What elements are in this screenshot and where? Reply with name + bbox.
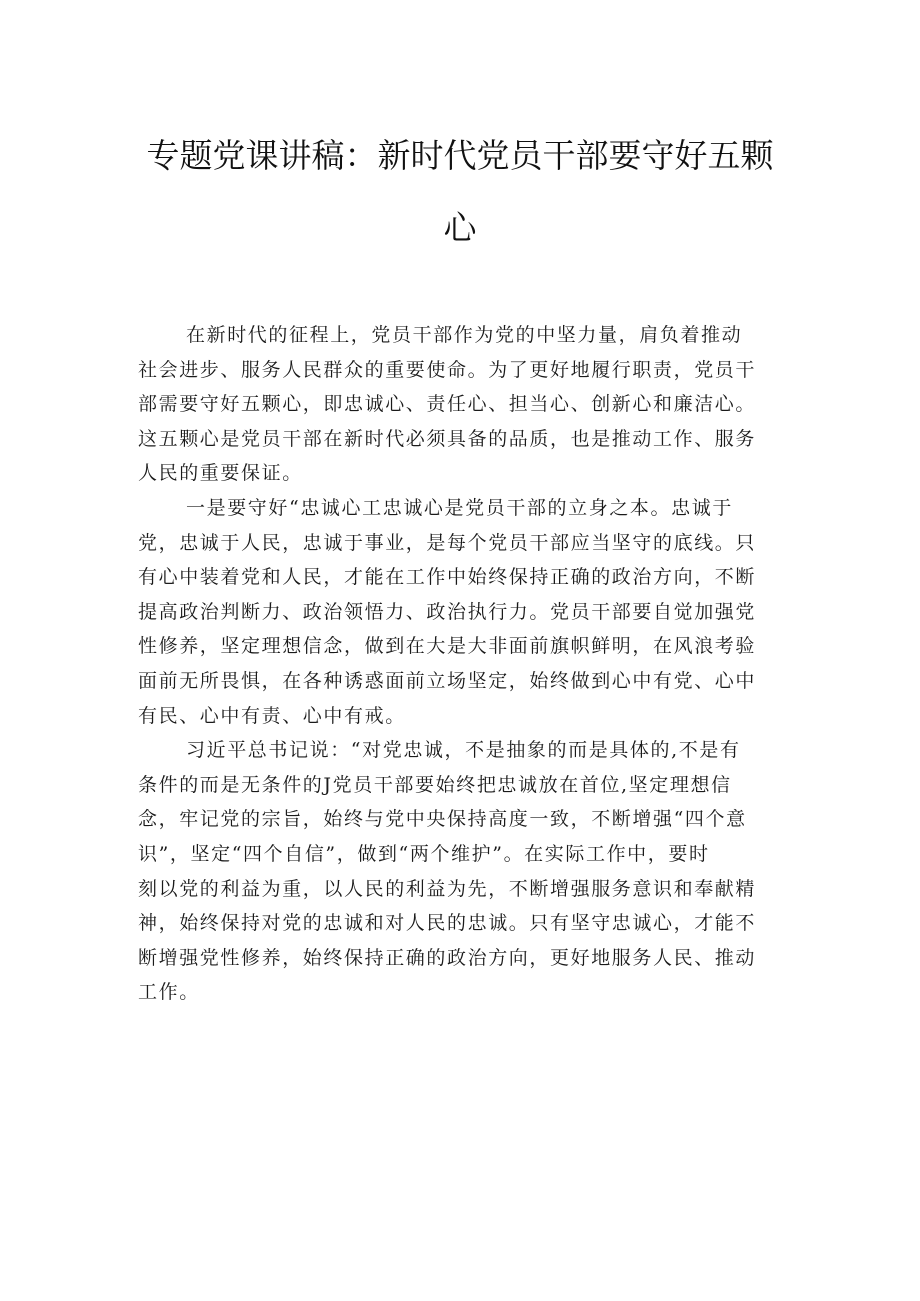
paragraph-line: 习近平总书记说：“对党忠诚，不是抽象的而是具体的,不是有 [186,739,741,762]
document-body [138,318,798,1010]
paragraph-line: 刻以党的利益为重，以人民的利益为先，不断增强服务意识和奉献精 [138,877,757,900]
document-title-line-1: 专题党课讲稿：新时代党员干部要守好五颗 [146,136,774,175]
paragraph-line: 党，忠诚于人民，忠诚于事业，是每个党员干部应当坚守的底线。只 [138,531,757,554]
paragraph-line: 一是要守好“忠诚心工忠诚心是党员干部的立身之本。忠诚于 [186,496,733,519]
paragraph-line: 面前无所畏惧，在各种诱惑面前立场坚定，始终做到心中有党、心中 [138,669,757,692]
paragraph-line: 社会进步、服务人民群众的重要使命。为了更好地履行职责，党员干 [138,358,757,381]
paragraph-line: 工作。 [138,981,200,1004]
paragraph-line: 有心中装着党和人民，才能在工作中始终保持正确的政治方向，不断 [138,566,757,589]
paragraph-line: 神，始终保持对党的忠诚和对人民的忠诚。只有坚守忠诚心，才能不 [138,912,757,935]
paragraph-line: 念，牢记党的宗旨，始终与党中央保持高度一致，不断增强“四个意 [138,808,747,831]
paragraph-2 [138,491,798,733]
paragraph-1 [138,318,798,491]
paragraph-line: 性修养，坚定理想信念，做到在大是大非面前旗帜鲜明，在风浪考验 [138,635,757,658]
paragraph-line: 提高政治判断力、政治领悟力、政治执行力。党员干部要自觉加强党 [138,600,757,623]
paragraph-3 [138,733,798,1010]
paragraph-line: 条件的而是无条件的J党员干部要始终把忠诚放在首位,坚定理想信 [138,773,732,796]
paragraph-line: 断增强党性修养，始终保持正确的政治方向，更好地服务人民、推动 [138,946,757,969]
document-title-line-2: 心 [443,208,477,247]
paragraph-line: 这五颗心是党员干部在新时代必须具备的品质，也是推动工作、服务 [138,427,757,450]
paragraph-line: 人民的重要保证。 [138,462,303,485]
paragraph-line: 部需要守好五颗心，即忠诚心、责任心、担当心、创新心和廉洁心。 [138,393,757,416]
paragraph-line: 有民、心中有责、心中有戒。 [138,704,406,727]
paragraph-line: 在新时代的征程上，党员干部作为党的中坚力量，肩负着推动 [186,324,743,346]
paragraph-line: 识”，坚定“四个自信”，做到“两个维护”。在实际工作中，要时 [138,842,710,865]
